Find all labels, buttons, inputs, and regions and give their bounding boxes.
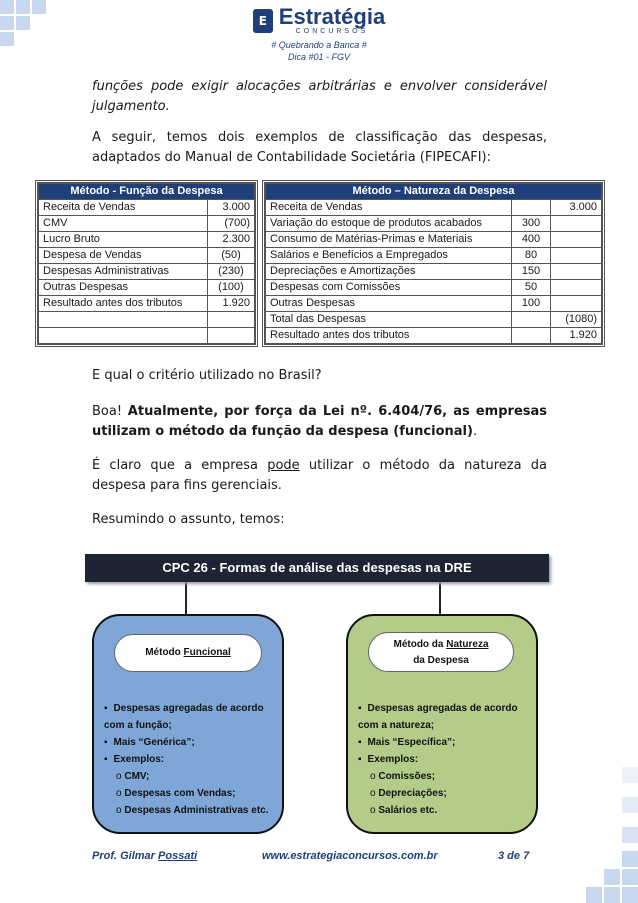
paragraph-intro-examples: A seguir, temos dois exemplos de classificação das despesas, adaptados do Manual de Contabilidade Societária (FIPECAFI): — [92, 130, 547, 165]
paragraph-natureza-gerencial: É claro que a empresa pode utilizar o método da natureza da despesa para fins gerenciais. — [92, 458, 547, 493]
table-row: Resultado antes dos tributos 1.920 — [266, 328, 602, 344]
table-row: CMV (700) — [39, 216, 255, 232]
list-subitem: o Salários etc. — [358, 802, 530, 819]
table-row: Lucro Bruto 2.300 — [39, 232, 255, 248]
paragraph-answer: Boa! Atualmente, por força da Lei nº. 6.404/76, as empresas utilizam o método da função da despesa (funcional). — [92, 404, 548, 439]
metodo-natureza-title: Método da Natureza da Despesa — [368, 632, 514, 672]
table-row: Total das Despesas (1080) — [266, 312, 602, 328]
paragraph-continuation: funções pode exigir alocações arbitrárias e envolver considerável julgamento. — [92, 79, 547, 114]
metodo-funcional-box — [92, 614, 284, 834]
list-item: ▪ Exemplos: — [104, 751, 276, 768]
list-subitem: o Depreciações; — [358, 785, 530, 802]
table-row: Resultado antes dos tributos 1.920 — [39, 296, 255, 312]
table-row: Despesas com Comissões 50 — [266, 280, 602, 296]
list-item: ▪ Exemplos: — [358, 751, 530, 768]
table-row: Despesa de Vendas (50) — [39, 248, 255, 264]
table-row: Depreciações e Amortizações 150 — [266, 264, 602, 280]
header-tagline: # Quebrando a Banca # — [271, 40, 367, 50]
list-item: ▪ Mais “Específica”; — [358, 734, 530, 751]
paragraph-summary-intro: Resumindo o assunto, temos: — [92, 512, 285, 527]
list-subitem: o CMV; — [104, 768, 276, 785]
table-row: Outras Despesas (100) — [39, 280, 255, 296]
metodo-natureza-list — [358, 700, 530, 819]
underlined-pode: pode — [267, 458, 300, 473]
logo-owl-icon: E — [253, 9, 273, 33]
table-row: Receita de Vendas 3.000 — [266, 200, 602, 216]
table-row: Consumo de Matérias-Primas e Materiais 400 — [266, 232, 602, 248]
header-tip-number: Dica #01 - FGV — [287, 52, 351, 62]
list-subitem: o Comissões; — [358, 768, 530, 785]
table-funcao-title: Método - Função da Despesa — [39, 184, 255, 200]
metodo-funcional-title: Método Funcional — [114, 634, 262, 672]
logo-subtitle: CONCURSOS — [295, 28, 369, 35]
list-subitem: o Despesas com Vendas; — [104, 785, 276, 802]
metodo-natureza-box — [346, 614, 538, 834]
table-row: Despesas Administrativas (230) — [39, 264, 255, 280]
footer-author: Prof. Gilmar Possati — [92, 850, 198, 862]
table-row: Receita de Vendas 3.000 — [39, 200, 255, 216]
list-item: ▪ Mais “Genérica”; — [104, 734, 276, 751]
table-row: Outras Despesas 100 — [266, 296, 602, 312]
footer-website-link[interactable]: www.estrategiaconcursos.com.br — [262, 850, 438, 862]
logo-name: Estratégia — [278, 4, 386, 29]
table-row: Salários e Benefícios a Empregados 80 — [266, 248, 602, 264]
list-item: ▪ Despesas agregadas de acordo com a função; — [104, 700, 276, 734]
diagram-title-banner: CPC 26 - Formas de análise das despesas na DRE — [85, 554, 549, 582]
answer-emphasis: Atualmente, por força da Lei nº. 6.404/76, as empresas utilizam o método da função da despesa (funcional) — [92, 404, 548, 439]
footer-page-number: 3 de 7 — [498, 850, 530, 862]
paragraph-question: E qual o critério utilizado no Brasil? — [92, 368, 322, 383]
metodo-funcional-list — [104, 700, 276, 819]
list-subitem: o Despesas Administrativas etc. — [104, 802, 276, 819]
table-row: Variação do estoque de produtos acabados 300 — [266, 216, 602, 232]
table-natureza-title: Método – Natureza da Despesa — [266, 184, 602, 200]
list-item: ▪ Despesas agregadas de acordo com a natureza; — [358, 700, 530, 734]
